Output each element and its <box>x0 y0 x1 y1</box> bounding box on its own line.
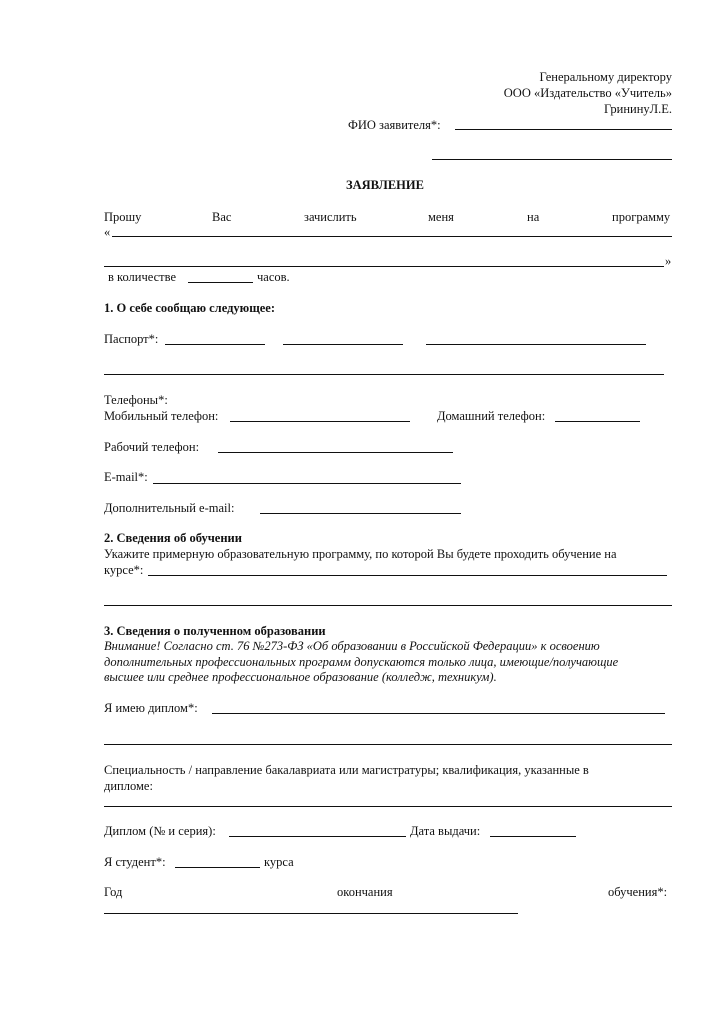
grad-year-word-3: обучения*: <box>608 885 668 899</box>
email-label: E-mail*: <box>104 470 148 484</box>
passport-field-2[interactable] <box>283 344 403 345</box>
diploma-number-label: Диплом (№ и серия): <box>104 824 216 838</box>
extra-email-label: Дополнительный e-mail: <box>104 501 235 515</box>
fio-field-2[interactable] <box>432 159 672 160</box>
email-field[interactable] <box>153 483 461 484</box>
section2-text-1: Укажите примерную образовательную программу, по которой Вы будете проходить обучение на <box>104 547 617 561</box>
program-field-2[interactable] <box>104 266 664 267</box>
section3-heading: 3. Сведения о полученном образовании <box>104 624 326 638</box>
notice-line-3: высшее или среднее профессиональное образование (колледж, техникум). <box>104 670 497 684</box>
amount-prefix: в количестве <box>108 270 177 284</box>
grad-year-word-1: Год <box>104 885 123 899</box>
mobile-phone-field[interactable] <box>230 421 410 422</box>
notice-line-1: Внимание! Согласно ст. 76 №273-ФЗ «Об образовании в Российской Федерации» к освоению <box>104 639 600 653</box>
diploma-number-field[interactable] <box>229 836 406 837</box>
specialty-field[interactable] <box>104 806 672 807</box>
amount-suffix: часов. <box>257 270 290 284</box>
diploma-field-2[interactable] <box>104 744 672 745</box>
student-label: Я студент*: <box>104 855 166 869</box>
diploma-label: Я имею диплом*: <box>104 701 198 715</box>
course-program-field-1[interactable] <box>148 575 667 576</box>
passport-label: Паспорт*: <box>104 332 159 346</box>
open-quote: « <box>104 225 111 239</box>
fio-label: ФИО заявителя*: <box>348 118 441 132</box>
passport-field-3[interactable] <box>426 344 646 345</box>
course-suffix: курса <box>264 855 294 869</box>
request-word-3: зачислить <box>304 210 357 224</box>
work-phone-label: Рабочий телефон: <box>104 440 200 454</box>
home-phone-label: Домашний телефон: <box>437 409 546 423</box>
request-word-6: программу <box>612 210 671 224</box>
recipient-line-3: ГрининуЛ.Е. <box>603 102 672 116</box>
phones-label: Телефоны*: <box>104 393 168 407</box>
recipient-line-1: Генеральному директору <box>539 70 672 84</box>
request-word-1: Прошу <box>104 210 142 224</box>
fio-field-1[interactable] <box>455 129 672 130</box>
close-quote: » <box>665 254 672 268</box>
request-word-2: Вас <box>212 210 232 224</box>
diploma-field-1[interactable] <box>212 713 665 714</box>
specialty-text-2: дипломе: <box>104 779 153 793</box>
program-field-1[interactable] <box>112 236 672 237</box>
hours-field[interactable] <box>188 282 253 283</box>
section2-heading: 2. Сведения об обучении <box>104 531 242 545</box>
home-phone-field[interactable] <box>555 421 640 422</box>
request-word-5: на <box>527 210 540 224</box>
mobile-phone-label: Мобильный телефон: <box>104 409 219 423</box>
passport-field-1[interactable] <box>165 344 265 345</box>
grad-year-field[interactable] <box>104 913 518 914</box>
notice-line-2: дополнительных профессиональных программ допускаются только лица, имеющие/получающие <box>104 655 619 669</box>
extra-email-field[interactable] <box>260 513 461 514</box>
passport-field-4[interactable] <box>104 374 664 375</box>
recipient-line-2: ООО «Издательство «Учитель» <box>503 86 672 100</box>
section2-text-2: курсе*: <box>104 563 144 577</box>
specialty-text-1: Специальность / направление бакалавриата или магистратуры; квалификация, указанные в <box>104 763 589 777</box>
course-program-field-2[interactable] <box>104 605 672 606</box>
page-title: ЗАЯВЛЕНИЕ <box>346 178 424 192</box>
student-course-field[interactable] <box>175 867 260 868</box>
section1-heading: 1. О себе сообщаю следующее: <box>104 301 276 315</box>
grad-year-word-2: окончания <box>337 885 393 899</box>
issue-date-label: Дата выдачи: <box>410 824 481 838</box>
issue-date-field[interactable] <box>490 836 576 837</box>
work-phone-field[interactable] <box>218 452 453 453</box>
request-word-4: меня <box>428 210 454 224</box>
